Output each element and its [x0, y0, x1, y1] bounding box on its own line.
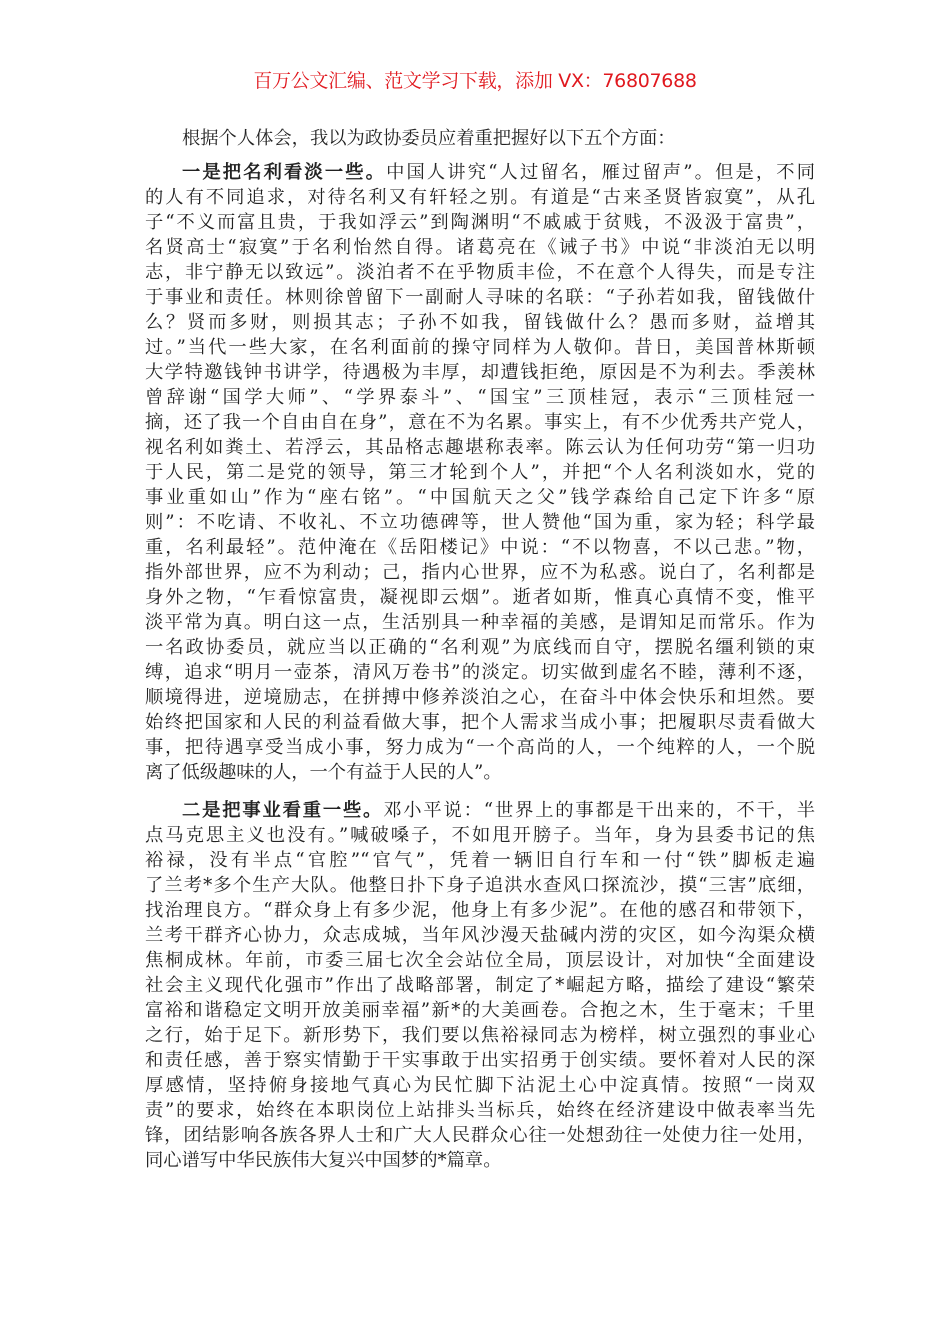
intro-paragraph	[145, 126, 815, 151]
intro-line: 根据个人体会，我以为政协委员应着重把握好以下五个方面：	[182, 128, 676, 149]
paragraph-line: 事业重如山”作为“座右铭”。“中国航天之父”钱学森给自己定下许多“原	[145, 487, 815, 508]
paragraph-lead: 二是把事业看重一些。	[182, 800, 384, 821]
paragraph-line: 曾辞谢“国学大师”、“学界泰斗”、“国宝”三顶桂冠，表示“三顶桂冠一	[145, 387, 815, 408]
paragraph-line: 过。”当代一些大家，在名利面前的操守同样为人敬仰。昔日，美国普林斯顿	[145, 337, 815, 358]
paragraph-line: 摘，还了我一个自由自在身”，意在不为名累。事实上，有不少优秀共产党人，	[145, 412, 815, 433]
paragraph-line: 始终把国家和人民的利益看做大事，把个人需求当成小事；把履职尽责看做大	[145, 712, 815, 733]
paragraph-line: 富裕和谐稳定文明开放美丽幸福”新*的大美画卷。合抱之木，生于毫末；千里	[145, 1000, 815, 1021]
paragraph-line	[145, 798, 815, 823]
paragraph-line: 找治理良方。“群众身上有多少泥，他身上有多少泥”。在他的感召和带领下，	[145, 900, 815, 921]
paragraph-lead: 一是把名利看淡一些。	[182, 162, 387, 183]
paragraph-line: 焦桐成林。年前，市委三届七次全会站位全局，顶层设计，对加快“全面建设	[145, 950, 815, 971]
paragraph-line: 志，非宁静无以致远”。淡泊者不在乎物质丰俭，不在意个人得失，而是专注	[145, 262, 815, 283]
paragraph-line: 重，名利最轻”。范仲淹在《岳阳楼记》中说：“不以物喜，不以己悲。”物，	[145, 537, 815, 558]
paragraph-line: 事，把待遇享受当成小事，努力成为“一个高尚的人，一个纯粹的人，一个脱	[145, 737, 815, 758]
paragraph-line: 责”的要求，始终在本职岗位上站排头当标兵，始终在经济建设中做表率当先	[145, 1100, 815, 1121]
paragraph-line: 则”：不吃请、不收礼、不立功德碑等，世人赞他“国为重，家为轻；科学最	[145, 512, 815, 533]
paragraph-line: 离了低级趣味的人，一个有益于人民的人”。	[145, 762, 502, 783]
paragraph-line: 的人有不同追求，对待名利又有轩轻之别。有道是“古来圣贤皆寂寞”，从孔	[145, 187, 815, 208]
paragraph-line: 指外部世界，应不为利动；己，指内心世界，应不为私惑。说白了，名利都是	[145, 562, 815, 583]
paragraph-line: 么？贤而多财，则损其志；子孙不如我，留钱做什么？愚而多财，益增其	[145, 312, 815, 333]
paragraph-line: 社会主义现代化强市”作出了战略部署，制定了*崛起方略，描绘了建设“繁荣	[145, 975, 815, 996]
paragraph-line: 锋，团结影响各族各界人士和广大人民群众心往一处想劲往一处使力往一处用，	[145, 1125, 815, 1146]
paragraph-line: 了兰考*多个生产大队。他整日扑下身子追洪水查风口探流沙，摸“三害”底细，	[145, 875, 815, 896]
paragraph-line: 于事业和责任。林则徐曾留下一副耐人寻味的名联：“子孙若如我，留钱做什	[145, 287, 815, 308]
paragraph-1	[145, 160, 815, 785]
paragraph-line: 于人民，第二是党的领导，第三才轮到个人”，并把“个人名利淡如水，党的	[145, 462, 815, 483]
paragraph-line: 裕禄，没有半点“官腔”“官气”，凭着一辆旧自行车和一付“铁”脚板走遍	[145, 850, 815, 871]
paragraph-line: 点马克思主义也没有。”喊破嗓子，不如甩开膀子。当年，身为县委书记的焦	[145, 825, 815, 846]
paragraph-line: 视名利如粪土、若浮云，其品格志趣堪称表率。陈云认为任何功劳“第一归功	[145, 437, 815, 458]
paragraph-line	[145, 160, 815, 185]
paragraph-line: 顺境得进，逆境励志，在拼搏中修养淡泊之心，在奋斗中体会快乐和坦然。要	[145, 687, 815, 708]
paragraph-text: 中国人讲究“人过留名，雁过留声”。但是，不同	[386, 162, 815, 183]
paragraph-text: 邓小平说：“世界上的事都是干出来的，不干，半	[383, 800, 815, 821]
paragraph-line: 一名政协委员，就应当以正确的“名利观”为底线而自守，摆脱名缰利锁的束	[145, 637, 815, 658]
paragraph-line: 和责任感，善于察实情勤于干实事敢于出实招勇于创实绩。要怀着对人民的深	[145, 1050, 815, 1071]
paragraph-line: 缚，追求“明月一壶茶，清风万卷书”的淡定。切实做到虚名不睦，薄利不逐，	[145, 662, 815, 683]
paragraph-line: 身外之物，“乍看惊富贵，凝视即云烟”。逝者如斯，惟真心真情不变，惟平	[145, 587, 815, 608]
paragraph-line: 之行，始于足下。新形势下，我们要以焦裕禄同志为榜样，树立强烈的事业心	[145, 1025, 815, 1046]
paragraph-line: 大学特邀钱钟书讲学，待遇极为丰厚，却遭钱拒绝，原因是不为利去。季羡林	[145, 362, 815, 383]
paragraph-line: 兰考干群齐心协力，众志成城，当年风沙漫天盐碱内涝的灾区，如今沟渠众横	[145, 925, 815, 946]
paragraph-line: 同心谱写中华民族伟大复兴中国梦的*篇章。	[145, 1150, 502, 1171]
paragraph-line: 厚感情，坚持俯身接地气真心为民忙脚下沾泥土心中淀真情。按照“一岗双	[145, 1075, 815, 1096]
watermark-header: 百万公文汇编、范文学习下载，添加 VX：76807688	[253, 70, 697, 92]
paragraph-line: 名贤高士“寂寞”于名利怡然自得。诸葛亮在《诫子书》中说“非淡泊无以明	[145, 237, 815, 258]
paragraph-line: 子“不义而富且贵，于我如浮云”到陶渊明“不戚戚于贫贱，不汲汲于富贵”，	[145, 212, 815, 233]
paragraph-line: 淡平常为真。明白这一点，生活别具一种幸福的美感，是谓知足而常乐。作为	[145, 612, 815, 633]
paragraph-2	[145, 798, 815, 1173]
